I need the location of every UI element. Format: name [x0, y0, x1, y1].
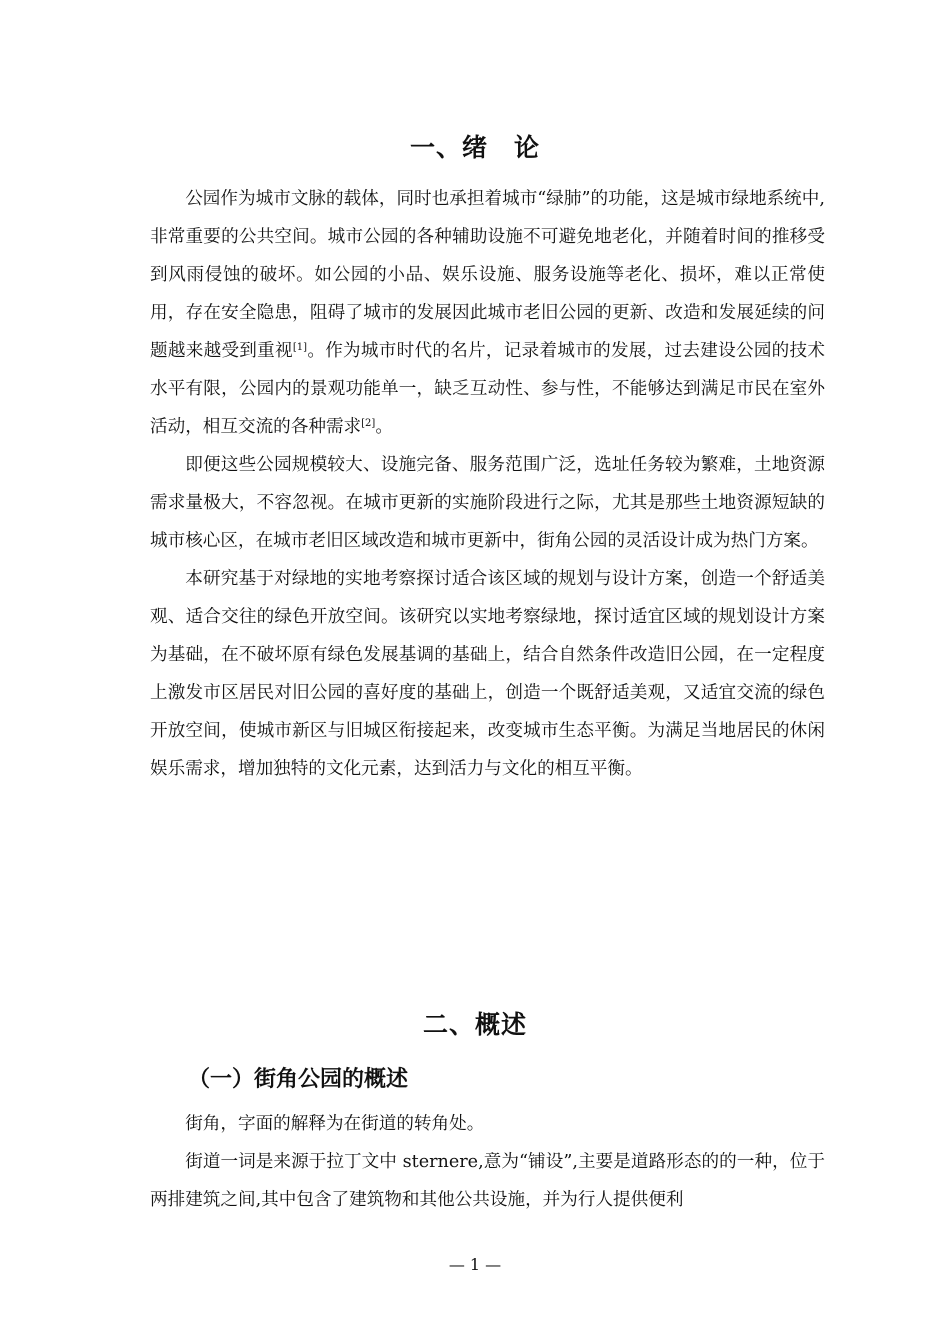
paragraph-5	[150, 1143, 825, 1219]
subsection-title-corner-park: （一）街角公园的概述	[188, 1067, 409, 1092]
section-title-introduction: 一、绪 论	[409, 133, 540, 162]
section-title-overview: 二、概述	[422, 1010, 527, 1039]
overview-body	[150, 1105, 825, 1219]
paragraph-3	[150, 560, 825, 788]
paragraph-text: 街道一词是来源于拉丁文中 sternere,意为“铺设”,主要是道路形态的的一种，位于两排建筑之间,其中包含了建筑物和其他公共设施，并为行人提供便利	[150, 1152, 825, 1210]
paragraph-text: 本研究基于对绿地的实地考察探讨适合该区域的规划与设计方案，创造一个舒适美观、适合交往的绿色开放空间。该研究以实地考察绿地，探讨适宜区域的规划设计方案为基础，在不破坏原有绿色发展基调的基础上，结合自然条件改造旧公园，在一定程度上激发市区居民对旧公园的喜好度的基础上，创造一个既舒适美观，又适宜交流的绿色开放空间，使城市新区与旧城区衔接起来，改变城市生态平衡。为满足当地居民的休闲娱乐需求，增加独特的文化元素，达到活力与文化的相互平衡。	[150, 569, 825, 779]
paragraph-2	[150, 446, 825, 560]
citation-ref-2: [2]	[361, 418, 376, 429]
paragraph-text: 。作为城市时代的名片，记录着城市的发展，过去建设公园的技术水平有限，公园内的景观功能单一，缺乏互动性、参与性，不能够达到满足市民在室外活动，相互交流的各种需求	[150, 341, 825, 437]
paragraph-4	[150, 1105, 825, 1143]
citation-ref-1: [1]	[292, 342, 308, 353]
page-number: — 1 —	[448, 1255, 502, 1274]
introduction-body	[150, 180, 825, 788]
paragraph-text: 街角，字面的解释为在街道的转角处。	[185, 1114, 485, 1134]
paragraph-text: 公园作为城市文脉的载体，同时也承担着城市“绿肺”的功能，这是城市绿地系统中,非常重要的公共空间。城市公园的各种辅助设施不可避免地老化，并随着时间的推移受到风雨侵蚀的破坏。如公园的小品、娱乐设施、服务设施等老化、损坏，难以正常使用，存在安全隐患，阻碍了城市的发展因此城市老旧公园的更新、改造和发展延续的问题越来越受到重视	[150, 189, 825, 361]
paragraph-text: 。	[375, 417, 393, 437]
paragraph-text: 即便这些公园规模较大、设施完备、服务范围广泛，选址任务较为繁难，土地资源需求量极大，不容忽视。在城市更新的实施阶段进行之际，尤其是那些土地资源短缺的城市核心区，在城市老旧区域改造和城市更新中，街角公园的灵活设计成为热门方案。	[150, 455, 825, 551]
paragraph-1	[150, 180, 825, 446]
